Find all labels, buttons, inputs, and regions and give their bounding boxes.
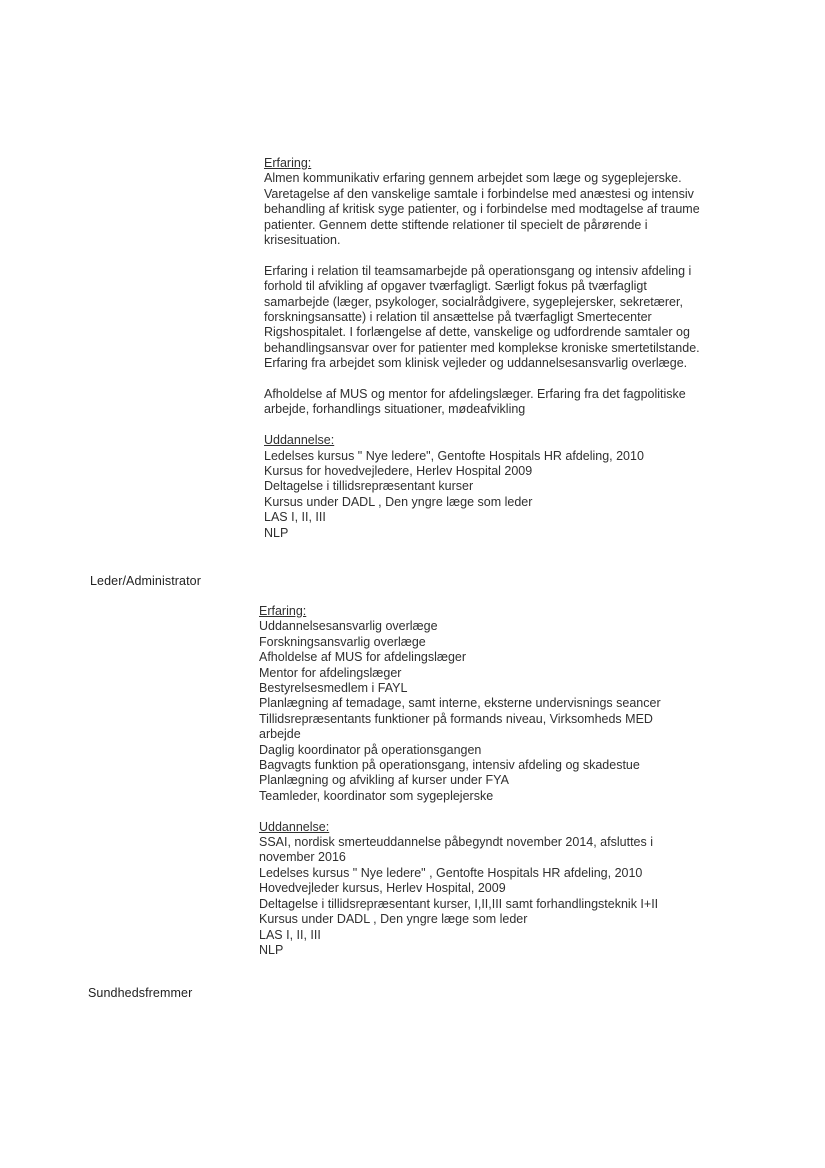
- text-line: Varetagelse af den vanskelige samtale i forbindelse med anæstesi og intensiv: [264, 186, 694, 201]
- list-item: Planlægning af temadage, samt interne, eksterne undervisnings seancer: [259, 696, 661, 711]
- text-line: behandling af kritisk syge patienter, og i forbindelse med modtagelse af traume: [264, 202, 700, 217]
- list-item: NLP: [264, 525, 289, 540]
- list-item: Daglig koordinator på operationsgangen: [259, 742, 482, 757]
- text-line: behandlingsansvar over for patienter med komplekse kroniske smertetilstande.: [264, 340, 700, 355]
- list-item: Bestyrelsesmedlem i FAYL: [259, 681, 408, 696]
- list-item: Kursus for hovedvejledere, Herlev Hospital 2009: [264, 464, 533, 479]
- list-item: Ledelses kursus " Nye ledere" , Gentofte Hospitals HR afdeling, 2010: [259, 865, 643, 880]
- list-item: Teamleder, koordinator som sygeplejerske: [259, 788, 494, 803]
- list-item: Bagvagts funktion på operationsgang, intensiv afdeling og skadestue: [259, 758, 640, 773]
- text-line: Erfaring fra arbejdet som klinisk vejleder og uddannelsesansvarlig overlæge.: [264, 356, 688, 371]
- list-item: Kursus under DADL , Den yngre læge som leder: [264, 494, 533, 509]
- text-line: Almen kommunikativ erfaring gennem arbejdet som læge og sygeplejerske.: [264, 171, 682, 186]
- list-item: LAS I, II, III: [259, 927, 321, 942]
- list-item: Mentor for afdelingslæger: [259, 665, 402, 680]
- text-line: forskningsansatte) i relation til ansættelse på tværfagligt Smertecenter: [264, 310, 652, 325]
- list-item: Planlægning og afvikling af kurser under FYA: [259, 773, 509, 788]
- list-item: LAS I, II, III: [264, 510, 326, 525]
- text-line: arbejde, forhandlings situationer, mødeafvikling: [264, 402, 526, 417]
- erfaring-heading: Erfaring:: [264, 156, 312, 170]
- list-item: NLP: [259, 942, 284, 957]
- role-label-leder: Leder/Administrator: [90, 574, 201, 588]
- role-label-sundhedsfremmer: Sundhedsfremmer: [88, 986, 193, 1000]
- list-item: november 2016: [259, 850, 346, 865]
- uddannelse-heading: Uddannelse:: [259, 819, 330, 834]
- uddannelse-heading: Uddannelse:: [264, 433, 335, 448]
- section2-block: [259, 604, 729, 958]
- list-item: Afholdelse af MUS for afdelingslæger: [259, 650, 467, 665]
- list-item: Hovedvejleder kursus, Herlev Hospital, 2009: [259, 881, 506, 896]
- list-item: Ledelses kursus " Nye ledere", Gentofte Hospitals HR afdeling, 2010: [264, 448, 644, 463]
- text-line: krisesituation.: [264, 233, 341, 248]
- text-line: samarbejde (læger, psykologer, socialrådgivere, sygeplejersker, sekretærer,: [264, 294, 683, 309]
- list-item: Deltagelse i tillidsrepræsentant kurser, I,II,III samt forhandlingsteknik I+II: [259, 896, 659, 911]
- list-item: arbejde: [259, 727, 301, 742]
- text-line: Rigshospitalet. I forlængelse af dette, vanskelige og udfordrende samtaler og: [264, 325, 690, 340]
- text-line: patienter. Gennem dette stiftende relationer til specielt de pårørende i: [264, 217, 648, 232]
- list-item: Deltagelse i tillidsrepræsentant kurser: [264, 479, 474, 494]
- list-item: Forskningsansvarlig overlæge: [259, 634, 426, 649]
- text-line: Afholdelse af MUS og mentor for afdelingslæger. Erfaring fra det fagpolitiske: [264, 387, 686, 402]
- list-item: SSAI, nordisk smerteuddannelse påbegyndt november 2014, afsluttes i: [259, 835, 653, 850]
- list-item: Tillidsrepræsentants funktioner på formands niveau, Virksomheds MED: [259, 711, 653, 726]
- text-line: Erfaring i relation til teamsamarbejde på operationsgang og intensiv afdeling i: [264, 263, 692, 278]
- list-item: Kursus under DADL , Den yngre læge som leder: [259, 912, 528, 927]
- erfaring-heading: Erfaring:: [259, 604, 307, 618]
- section1-block: [264, 156, 734, 541]
- list-item: Uddannelsesansvarlig overlæge: [259, 619, 438, 634]
- text-line: forhold til afvikling af opgaver tværfagligt. Særligt fokus på tværfagligt: [264, 279, 647, 294]
